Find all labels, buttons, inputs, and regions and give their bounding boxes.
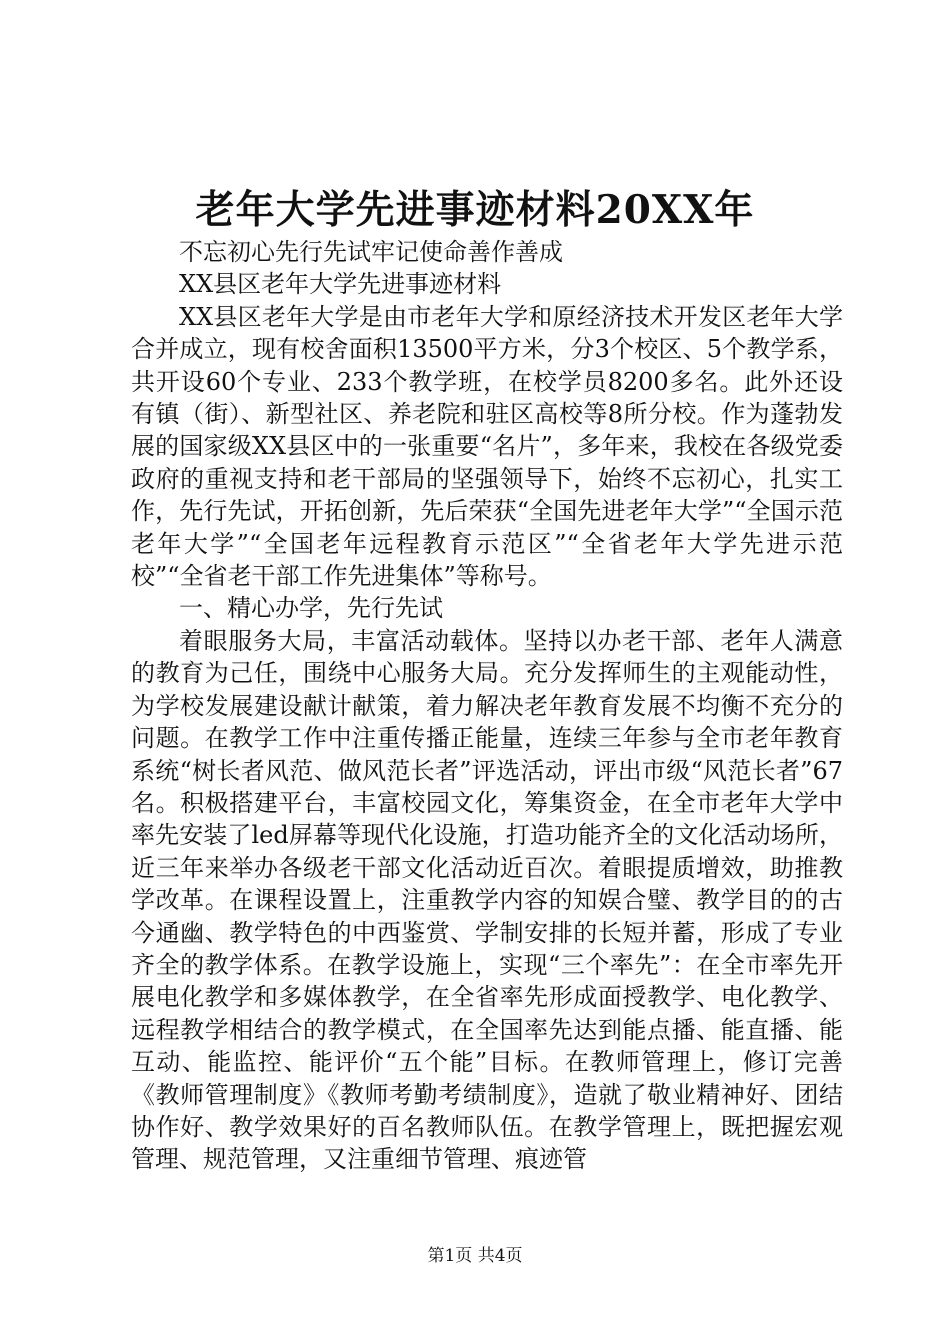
body-paragraph: XX县区老年大学是由市老年大学和原经济技术开发区老年大学合并成立，现有校舍面积13500平方米，分3个校区、5个教学系，共开设60个专业、233个教学班，在校学员8200多名。此外还设有镇（街）、新型社区、养老院和驻区高校等8所分校。作为蓬勃发展的国家级XX县区中的一张重要“名片”，多年来，我校在各级党委政府的重视支持和老干部局的坚强领导下，始终不忘初心，扎实工作，先行先试，开拓创新，先后荣获“全国先进老年大学”“全国示范老年大学”“全国老年远程教育示范区”“全省老年大学先进示范校”“全省老干部工作先进集体”等称号。 (131, 302, 843, 591)
document-title: 老年大学先进事迹材料20XX年 (195, 187, 755, 233)
subtitle-line: 不忘初心先行先试牢记使命善作善成 (179, 238, 563, 266)
body-paragraph: 着眼服务大局，丰富活动载体。坚持以办老干部、老年人满意的教育为己任，围绕中心服务大局。充分发挥师生的主观能动性，为学校发展建设献计献策，着力解决老年教育发展不均衡不充分的问题。在教学工作中注重传播正能量，连续三年参与全市老年教育系统“树长者风范、做风范长者”评选活动，评出市级“风范长者”67名。积极搭建平台，丰富校园文化，筹集资金，在全市老年大学中率先安装了led屏幕等现代化设施，打造功能齐全的文化活动场所，近三年来举办各级老干部文化活动近百次。着眼提质增效，助推教学改革。在课程设置上，注重教学内容的知娱合璧、教学目的的古今通幽、教学特色的中西鉴赏、学制安排的长短并蓄，形成了专业齐全的教学体系。在教学设施上，实现“三个率先”：在全市率先开展电化教学和多媒体教学，在全省率先形成面授教学、电化教学、远程教学相结合的教学模式，在全国率先达到能点播、能直播、能互动、能监控、能评价“五个能”目标。在教师管理上，修订完善《教师管理制度》《教师考勤考绩制度》，造就了敬业精神好、团结协作好、教学效果好的百名教师队伍。在教学管理上，既把握宏观管理、规范管理，又注重细节管理、痕迹管 (131, 626, 843, 1174)
heading-line: XX县区老年大学先进事迹材料 (179, 270, 502, 299)
page-footer: 第1页 共4页 (427, 1246, 523, 1266)
document-body (131, 236, 843, 1176)
section-heading: 一、精心办学，先行先试 (179, 594, 443, 623)
